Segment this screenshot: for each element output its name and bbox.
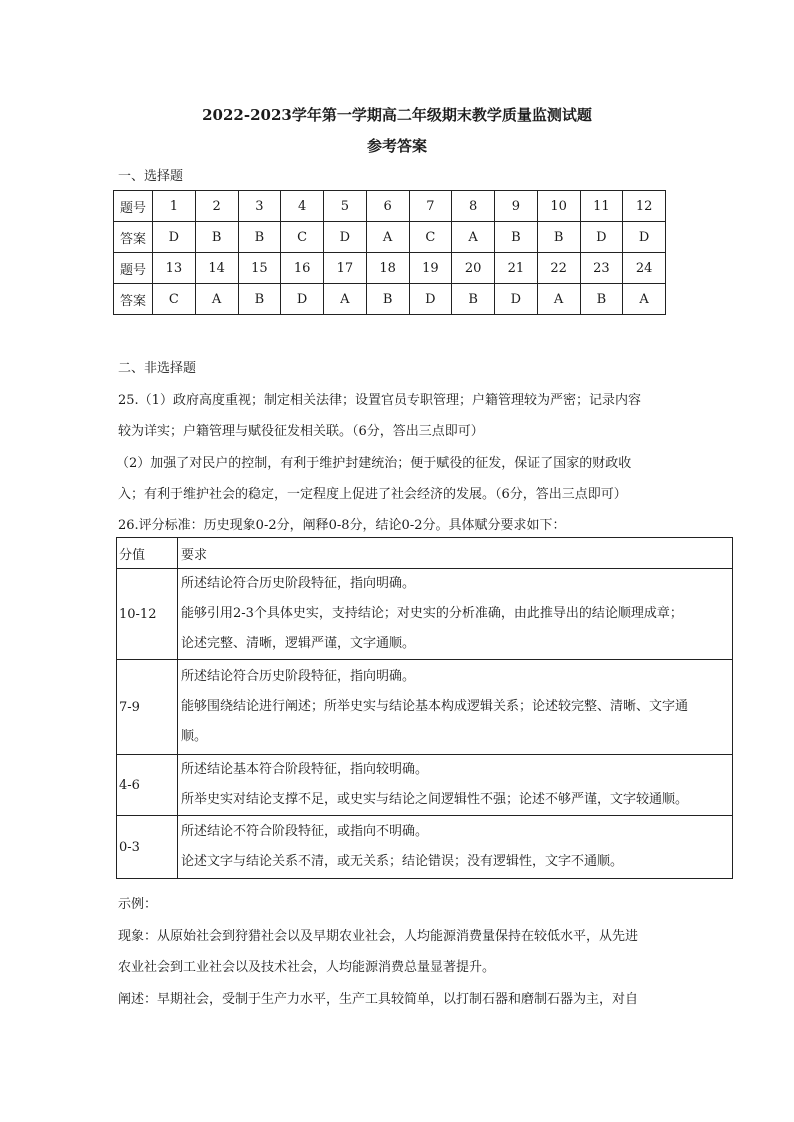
question-number-cell: 12 <box>623 191 666 222</box>
score-range: 10-12 <box>117 569 178 660</box>
question-number-cell: 9 <box>495 191 538 222</box>
answer-cell: B <box>537 222 580 253</box>
score-range: 4-6 <box>117 755 178 816</box>
answer-cell: D <box>623 222 666 253</box>
page-title: 2022-2023学年第一学期高二年级期末教学质量监测试题 <box>202 106 592 124</box>
question-number-cell: 16 <box>281 253 324 284</box>
requirement-line: 所述结论不符合阶段特征，或指向不明确。 <box>181 824 429 839</box>
answer-cell: D <box>409 284 452 315</box>
question-number-cell: 10 <box>537 191 580 222</box>
scoring-row <box>117 569 733 660</box>
answer-cell: B <box>238 284 281 315</box>
answer-cell: B <box>452 284 495 315</box>
example-label: 示例： <box>118 897 158 912</box>
question-number-cell: 22 <box>537 253 580 284</box>
requirement-line: 所述结论符合历史阶段特征，指向明确。 <box>181 669 416 684</box>
question-number-cell: 21 <box>495 253 538 284</box>
question-number-cell: 8 <box>452 191 495 222</box>
row-label: 题号 <box>114 191 153 222</box>
requirement-cell <box>178 816 733 879</box>
answer-cell: C <box>409 222 452 253</box>
question-number-cell: 14 <box>195 253 238 284</box>
q25-line-2: 较为详实；户籍管理与赋役征发相关联。（6分，答出三点即可） <box>118 424 484 439</box>
answer-cell: A <box>537 284 580 315</box>
answer-table-row <box>114 222 666 253</box>
answer-cell: B <box>195 222 238 253</box>
scoring-table <box>116 537 733 879</box>
scoring-row <box>117 816 733 879</box>
scoring-row <box>117 660 733 755</box>
score-range: 0-3 <box>117 816 178 879</box>
row-label: 答案 <box>114 284 153 315</box>
q25-line-1: 25.（1）政府高度重视；制定相关法律；设置官员专职管理；户籍管理较为严密；记录内容 <box>118 393 641 408</box>
question-number-cell: 17 <box>324 253 367 284</box>
requirement-line: 所述结论基本符合阶段特征，指向较明确。 <box>181 762 429 777</box>
section-heading-choice: 一、选择题 <box>118 169 184 184</box>
question-number-cell: 5 <box>324 191 367 222</box>
question-number-cell: 15 <box>238 253 281 284</box>
question-number-cell: 4 <box>281 191 324 222</box>
requirement-line: 论述完整、清晰，逻辑严谨，文字通顺。 <box>181 636 416 651</box>
section-heading-nonchoice: 二、非选择题 <box>118 361 197 376</box>
score-header: 分值 <box>117 538 178 569</box>
scoring-table-header <box>117 538 733 569</box>
answer-table <box>113 190 666 315</box>
answer-cell: B <box>495 222 538 253</box>
example-line-1: 现象：从原始社会到狩猎社会以及早期农业社会，人均能源消费量保持在较低水平，从先进 <box>118 929 639 944</box>
requirement-cell <box>178 569 733 660</box>
answer-cell: C <box>153 284 196 315</box>
answer-cell: D <box>495 284 538 315</box>
requirement-line: 所述结论符合历史阶段特征，指向明确。 <box>181 576 416 591</box>
requirement-line: 所举史实对结论支撑不足，或史实与结论之间逻辑性不强；论述不够严谨，文字较通顺。 <box>181 792 689 807</box>
question-number-cell: 18 <box>366 253 409 284</box>
answer-cell: A <box>195 284 238 315</box>
answer-table-row <box>114 253 666 284</box>
answer-cell: A <box>366 222 409 253</box>
q25-line-3: （2）加强了对民户的控制，有利于维护封建统治；便于赋役的征发，保证了国家的财政收 <box>116 456 632 471</box>
answer-cell: A <box>623 284 666 315</box>
requirement-line: 顺。 <box>181 729 208 744</box>
answer-cell: D <box>324 222 367 253</box>
row-label: 答案 <box>114 222 153 253</box>
answer-cell: B <box>580 284 623 315</box>
answer-cell: A <box>324 284 367 315</box>
answer-cell: A <box>452 222 495 253</box>
requirement-cell <box>178 660 733 755</box>
question-number-cell: 19 <box>409 253 452 284</box>
score-range: 7-9 <box>117 660 178 755</box>
answer-cell: B <box>238 222 281 253</box>
requirement-cell <box>178 755 733 816</box>
question-number-cell: 2 <box>195 191 238 222</box>
answer-cell: D <box>281 284 324 315</box>
page-subtitle: 参考答案 <box>366 137 427 155</box>
requirement-line: 能够围绕结论进行阐述；所举史实与结论基本构成逻辑关系；论述较完整、清晰、文字通 <box>181 699 689 714</box>
answer-table-row <box>114 191 666 222</box>
answer-cell: B <box>366 284 409 315</box>
answer-cell: D <box>153 222 196 253</box>
question-number-cell: 20 <box>452 253 495 284</box>
question-number-cell: 7 <box>409 191 452 222</box>
example-line-2: 农业社会到工业社会以及技术社会，人均能源消费总量显著提升。 <box>118 960 496 975</box>
question-number-cell: 13 <box>153 253 196 284</box>
question-number-cell: 3 <box>238 191 281 222</box>
scoring-row <box>117 755 733 816</box>
q25-line-4: 入；有利于维护社会的稳定，一定程度上促进了社会经济的发展。（6分，答出三点即可） <box>118 487 627 502</box>
question-number-cell: 23 <box>580 253 623 284</box>
answer-table-row <box>114 284 666 315</box>
row-label: 题号 <box>114 253 153 284</box>
question-number-cell: 11 <box>580 191 623 222</box>
example-line-3: 阐述：早期社会，受制于生产力水平，生产工具较简单，以打制石器和磨制石器为主，对自 <box>118 992 639 1007</box>
question-number-cell: 24 <box>623 253 666 284</box>
q26-intro: 26.评分标准：历史现象0-2分，阐释0-8分，结论0-2分。具体赋分要求如下： <box>118 518 566 533</box>
question-number-cell: 6 <box>366 191 409 222</box>
question-number-cell: 1 <box>153 191 196 222</box>
requirement-header: 要求 <box>178 538 733 569</box>
answer-cell: C <box>281 222 324 253</box>
requirement-line: 论述文字与结论关系不清，或无关系；结论错误；没有逻辑性，文字不通顺。 <box>181 854 624 869</box>
requirement-line: 能够引用2-3个具体史实，支持结论；对史实的分析准确，由此推导出的结论顺理成章； <box>181 606 683 621</box>
answer-cell: D <box>580 222 623 253</box>
